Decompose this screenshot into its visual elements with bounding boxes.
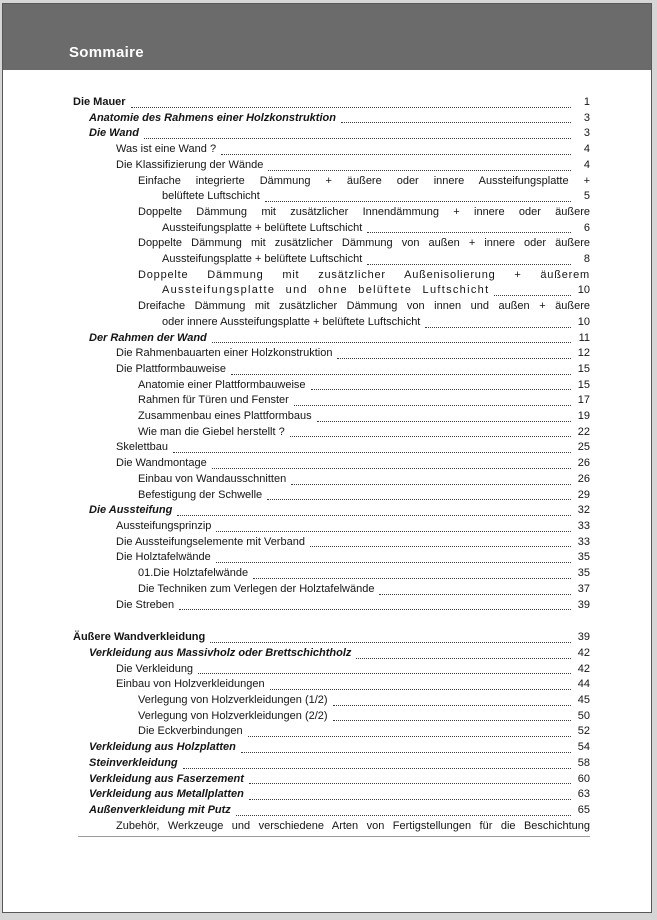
toc-entry-row bbox=[73, 709, 590, 725]
toc-entry-row bbox=[73, 95, 590, 111]
page-number: 15 bbox=[577, 378, 590, 391]
toc-entry-label: Die Wand bbox=[89, 127, 139, 140]
toc-entry-row bbox=[73, 142, 590, 158]
toc-entry-label: Die Eckverbindungen bbox=[138, 725, 243, 738]
dot-leader bbox=[183, 768, 571, 769]
toc-entry-row bbox=[73, 724, 590, 740]
toc-entry bbox=[73, 409, 590, 425]
dot-leader bbox=[231, 374, 571, 375]
toc-entry-label: Aussteifungsplatte + belüftete Luftschicht bbox=[162, 221, 363, 234]
page-number: 35 bbox=[577, 567, 590, 580]
dot-leader bbox=[253, 578, 571, 579]
toc-entry bbox=[73, 346, 590, 362]
toc-entry-label: Skelettbau bbox=[116, 441, 168, 454]
dot-leader bbox=[212, 468, 571, 469]
toc-entry-label: Anatomie einer Plattformbauweise bbox=[138, 378, 306, 391]
toc-entry bbox=[73, 787, 590, 803]
toc-entry-row bbox=[73, 189, 590, 205]
toc-entry-label: Anatomie des Rahmens einer Holzkonstruktion bbox=[89, 111, 336, 124]
toc-entry-text-line: Doppelte Dämmung mit zusätzlicher Außenisolierung + äußerem bbox=[138, 268, 590, 281]
dot-leader bbox=[333, 720, 571, 721]
dot-leader bbox=[265, 201, 571, 202]
toc-entry bbox=[73, 158, 590, 174]
dot-leader bbox=[333, 705, 571, 706]
page-number: 60 bbox=[577, 772, 590, 785]
page-number: 52 bbox=[577, 725, 590, 738]
toc-entry-label: Die Rahmenbauarten einer Holzkonstruktion bbox=[116, 347, 333, 360]
toc-entry-row bbox=[73, 315, 590, 331]
dot-leader bbox=[291, 484, 571, 485]
toc-entry-label: belüftete Luftschicht bbox=[162, 190, 260, 203]
page-number: 11 bbox=[578, 331, 590, 344]
toc-entry bbox=[73, 550, 590, 566]
toc-entry-row bbox=[73, 126, 590, 142]
dot-leader bbox=[311, 389, 571, 390]
toc-entry-row bbox=[73, 158, 590, 174]
page-number: 65 bbox=[577, 803, 590, 816]
toc-entry bbox=[73, 724, 590, 740]
page-number: 58 bbox=[577, 756, 590, 769]
toc-entry bbox=[73, 803, 590, 819]
toc-entry-row bbox=[73, 787, 590, 803]
toc-entry bbox=[73, 740, 590, 756]
toc-entry-label: Die Holztafelwände bbox=[116, 551, 211, 564]
toc-entry-row bbox=[73, 803, 590, 819]
page-number: 8 bbox=[583, 253, 590, 266]
dot-leader bbox=[198, 673, 571, 674]
toc-entry-label: Die Mauer bbox=[73, 96, 126, 108]
toc-entry bbox=[73, 456, 590, 472]
toc-entry bbox=[73, 709, 590, 725]
toc-entry bbox=[73, 205, 590, 236]
page-number: 45 bbox=[577, 694, 590, 707]
page-number: 29 bbox=[577, 488, 590, 501]
toc-entry bbox=[73, 362, 590, 378]
dot-leader bbox=[290, 436, 571, 437]
toc-entry-label: Die Streben bbox=[116, 598, 175, 611]
toc-entry-row bbox=[73, 693, 590, 709]
dot-leader bbox=[179, 609, 571, 610]
toc-entry-label: Die Aussteifungselemente mit Verband bbox=[116, 535, 305, 548]
page-number: 10 bbox=[577, 284, 590, 297]
toc-entry-label: Aussteifungsprinzip bbox=[116, 519, 212, 532]
page-number: 15 bbox=[577, 362, 590, 375]
toc-entry bbox=[73, 488, 590, 504]
dot-leader bbox=[310, 546, 571, 547]
dot-leader bbox=[367, 232, 571, 233]
page-number: 54 bbox=[577, 741, 590, 754]
footer-rule bbox=[78, 836, 590, 837]
toc-entry-text-line: Doppelte Dämmung mit zusätzlicher Dämmung von außen + innere oder äußere bbox=[138, 237, 590, 250]
toc-entry-row bbox=[73, 740, 590, 756]
page-number: 4 bbox=[583, 158, 590, 171]
page-number: 33 bbox=[577, 535, 590, 548]
toc-entry-label: Außenverkleidung mit Putz bbox=[89, 803, 231, 816]
toc-entry-row bbox=[73, 677, 590, 693]
page-number: 26 bbox=[577, 472, 590, 485]
page-number: 42 bbox=[577, 646, 590, 659]
toc-entry-row bbox=[73, 111, 590, 127]
toc-entry-label: Einbau von Holzverkleidungen bbox=[116, 678, 265, 691]
toc-entry-label: Steinverkleidung bbox=[89, 756, 178, 769]
page-number: 32 bbox=[577, 504, 590, 517]
toc-entry bbox=[73, 95, 590, 111]
toc-entry-row bbox=[73, 582, 590, 598]
toc-section bbox=[73, 95, 590, 613]
toc-entry-row bbox=[73, 550, 590, 566]
toc-section bbox=[73, 630, 590, 834]
page-number: 44 bbox=[577, 678, 590, 691]
dot-leader bbox=[249, 799, 571, 800]
toc-entry-row bbox=[73, 362, 590, 378]
toc-entry-row bbox=[73, 440, 590, 456]
dot-leader bbox=[267, 499, 571, 500]
page-number: 25 bbox=[577, 441, 590, 454]
dot-leader bbox=[337, 358, 571, 359]
dot-leader bbox=[248, 736, 571, 737]
toc-entry-label: Aussteifungsplatte und ohne belüftete Luftschicht bbox=[162, 284, 490, 297]
page-number: 39 bbox=[577, 631, 590, 644]
document-page bbox=[2, 3, 652, 913]
toc-entry-label: Die Plattformbauweise bbox=[116, 362, 227, 375]
toc-entry-row bbox=[73, 772, 590, 788]
toc-entry-label: Aussteifungsplatte + belüftete Luftschicht bbox=[162, 253, 363, 266]
toc-entry-label: Verkleidung aus Faserzement bbox=[89, 772, 244, 785]
toc-entry bbox=[73, 519, 590, 535]
dot-leader bbox=[236, 815, 571, 816]
toc-entry bbox=[73, 756, 590, 772]
toc-entry-label: Die Klassifizierung der Wände bbox=[116, 158, 264, 171]
dot-leader bbox=[216, 531, 571, 532]
toc-entry-label: oder innere Aussteifungsplatte + belüftete Luftschicht bbox=[162, 315, 421, 328]
toc-entry bbox=[73, 772, 590, 788]
toc-entry-label: Verkleidung aus Massivholz oder Brettschichtholz bbox=[89, 646, 352, 659]
page-number: 3 bbox=[583, 111, 590, 124]
page-number: 50 bbox=[577, 709, 590, 722]
toc-entry-text-line: Doppelte Dämmung mit zusätzlicher Innendämmung + innere oder äußere bbox=[138, 205, 590, 218]
toc-entry-label: Verkleidung aus Metallplatten bbox=[89, 788, 244, 801]
toc-entry-row bbox=[73, 630, 590, 646]
dot-leader bbox=[317, 421, 571, 422]
dot-leader bbox=[379, 594, 571, 595]
dot-leader bbox=[173, 452, 571, 453]
toc-entry-row bbox=[73, 221, 590, 237]
toc-entry bbox=[73, 598, 590, 614]
toc-entry-row bbox=[73, 252, 590, 268]
toc-entry-label: Einbau von Wandausschnitten bbox=[138, 472, 287, 485]
toc-entry bbox=[73, 440, 590, 456]
toc-entry bbox=[73, 662, 590, 678]
toc-entry-row bbox=[73, 456, 590, 472]
toc-entry-row bbox=[73, 425, 590, 441]
page-number: 39 bbox=[577, 598, 590, 611]
toc-entry bbox=[73, 566, 590, 582]
page-number: 4 bbox=[583, 143, 590, 156]
toc-entry bbox=[73, 174, 590, 205]
toc-entry-label: 01.Die Holztafelwände bbox=[138, 567, 249, 580]
toc-entry-row bbox=[73, 503, 590, 519]
page-number: 33 bbox=[577, 519, 590, 532]
toc-entry-text-line: Dreifache Dämmung mit zusätzlicher Dämmung von innen und außen + äußere bbox=[138, 300, 590, 313]
page-number: 10 bbox=[577, 315, 590, 328]
dot-leader bbox=[356, 658, 571, 659]
toc-entry-row bbox=[73, 331, 590, 347]
toc-entry bbox=[73, 126, 590, 142]
toc-entry-row bbox=[73, 472, 590, 488]
toc-entry bbox=[73, 378, 590, 394]
dot-leader bbox=[131, 107, 571, 108]
toc-entry-label: Die Verkleidung bbox=[116, 662, 194, 675]
toc-entry bbox=[73, 535, 590, 551]
toc-entry-label: Verlegung von Holzverkleidungen (2/2) bbox=[138, 709, 328, 722]
dot-leader bbox=[425, 327, 571, 328]
toc-entry-row bbox=[73, 519, 590, 535]
dot-leader bbox=[210, 642, 571, 643]
dot-leader bbox=[494, 295, 571, 296]
toc-entry-row bbox=[73, 566, 590, 582]
toc-entry-label: Zusammenbau eines Plattformbaus bbox=[138, 410, 312, 423]
toc-entry bbox=[73, 582, 590, 598]
toc-entry-row bbox=[73, 646, 590, 662]
toc-entry-row bbox=[73, 283, 590, 299]
toc-entry bbox=[73, 630, 590, 646]
toc-entry-row bbox=[73, 346, 590, 362]
page-number: 37 bbox=[577, 582, 590, 595]
dot-leader bbox=[144, 138, 571, 139]
page-number: 63 bbox=[577, 788, 590, 801]
dot-leader bbox=[367, 264, 571, 265]
toc-entry-row bbox=[73, 535, 590, 551]
page-number: 5 bbox=[583, 190, 590, 203]
page-number: 12 bbox=[577, 347, 590, 360]
toc-entry-row bbox=[73, 598, 590, 614]
dot-leader bbox=[294, 405, 571, 406]
toc-entry-row bbox=[73, 393, 590, 409]
toc-entry-label: Verkleidung aus Holzplatten bbox=[89, 741, 236, 754]
toc-entry-label: Die Techniken zum Verlegen der Holztafelwände bbox=[138, 582, 375, 595]
page-number: 26 bbox=[577, 457, 590, 470]
dot-leader bbox=[216, 562, 571, 563]
toc-entry bbox=[73, 142, 590, 158]
toc-entry-label: Was ist eine Wand ? bbox=[116, 143, 217, 156]
page-number: 1 bbox=[583, 96, 590, 108]
dot-leader bbox=[270, 689, 571, 690]
page-number: 19 bbox=[577, 410, 590, 423]
toc-entry-label: Wie man die Giebel herstellt ? bbox=[138, 425, 285, 438]
toc-entry-label: Die Wandmontage bbox=[116, 457, 207, 470]
toc-entry bbox=[73, 503, 590, 519]
dot-leader bbox=[249, 783, 571, 784]
dot-leader bbox=[341, 122, 571, 123]
page-number: 6 bbox=[583, 221, 590, 234]
toc-entry bbox=[73, 299, 590, 330]
toc-entry-row bbox=[73, 488, 590, 504]
dot-leader bbox=[212, 342, 571, 343]
toc-entry bbox=[73, 693, 590, 709]
page-title: Sommaire bbox=[69, 44, 144, 61]
page-number: 22 bbox=[577, 425, 590, 438]
toc-entry-row bbox=[73, 662, 590, 678]
page-number: 3 bbox=[583, 127, 590, 140]
toc-entry-text-line: Zubehör, Werkzeuge und verschiedene Arten von Fertigstellungen für die Beschichtung bbox=[116, 819, 590, 832]
page-number: 17 bbox=[577, 394, 590, 407]
toc-entry-text-line: Einfache integrierte Dämmung + äußere oder innere Aussteifungsplatte + bbox=[138, 174, 590, 187]
toc-entry-label: Befestigung der Schwelle bbox=[138, 488, 263, 501]
toc-entry-label: Die Aussteifung bbox=[89, 504, 173, 517]
toc-entry-row bbox=[73, 378, 590, 394]
toc-entry bbox=[73, 425, 590, 441]
dot-leader bbox=[177, 515, 571, 516]
toc-entry bbox=[73, 268, 590, 299]
page-number: 35 bbox=[577, 551, 590, 564]
toc-entry bbox=[73, 111, 590, 127]
dot-leader bbox=[241, 752, 571, 753]
toc-entry bbox=[73, 393, 590, 409]
toc-entry bbox=[73, 472, 590, 488]
toc-entry bbox=[73, 819, 590, 835]
toc-entry-row bbox=[73, 409, 590, 425]
toc-entry bbox=[73, 677, 590, 693]
dot-leader bbox=[221, 154, 571, 155]
toc-entry-row bbox=[73, 756, 590, 772]
toc-entry-label: Rahmen für Türen und Fenster bbox=[138, 394, 289, 407]
toc-entry bbox=[73, 646, 590, 662]
toc-entry-label: Äußere Wandverkleidung bbox=[73, 631, 206, 644]
toc-entry bbox=[73, 236, 590, 267]
table-of-contents bbox=[3, 70, 651, 837]
toc-entry-label: Der Rahmen der Wand bbox=[89, 331, 207, 344]
dot-leader bbox=[268, 170, 571, 171]
toc-entry bbox=[73, 331, 590, 347]
page-number: 42 bbox=[577, 662, 590, 675]
toc-entry-label: Verlegung von Holzverkleidungen (1/2) bbox=[138, 694, 328, 707]
page-header bbox=[3, 4, 651, 70]
